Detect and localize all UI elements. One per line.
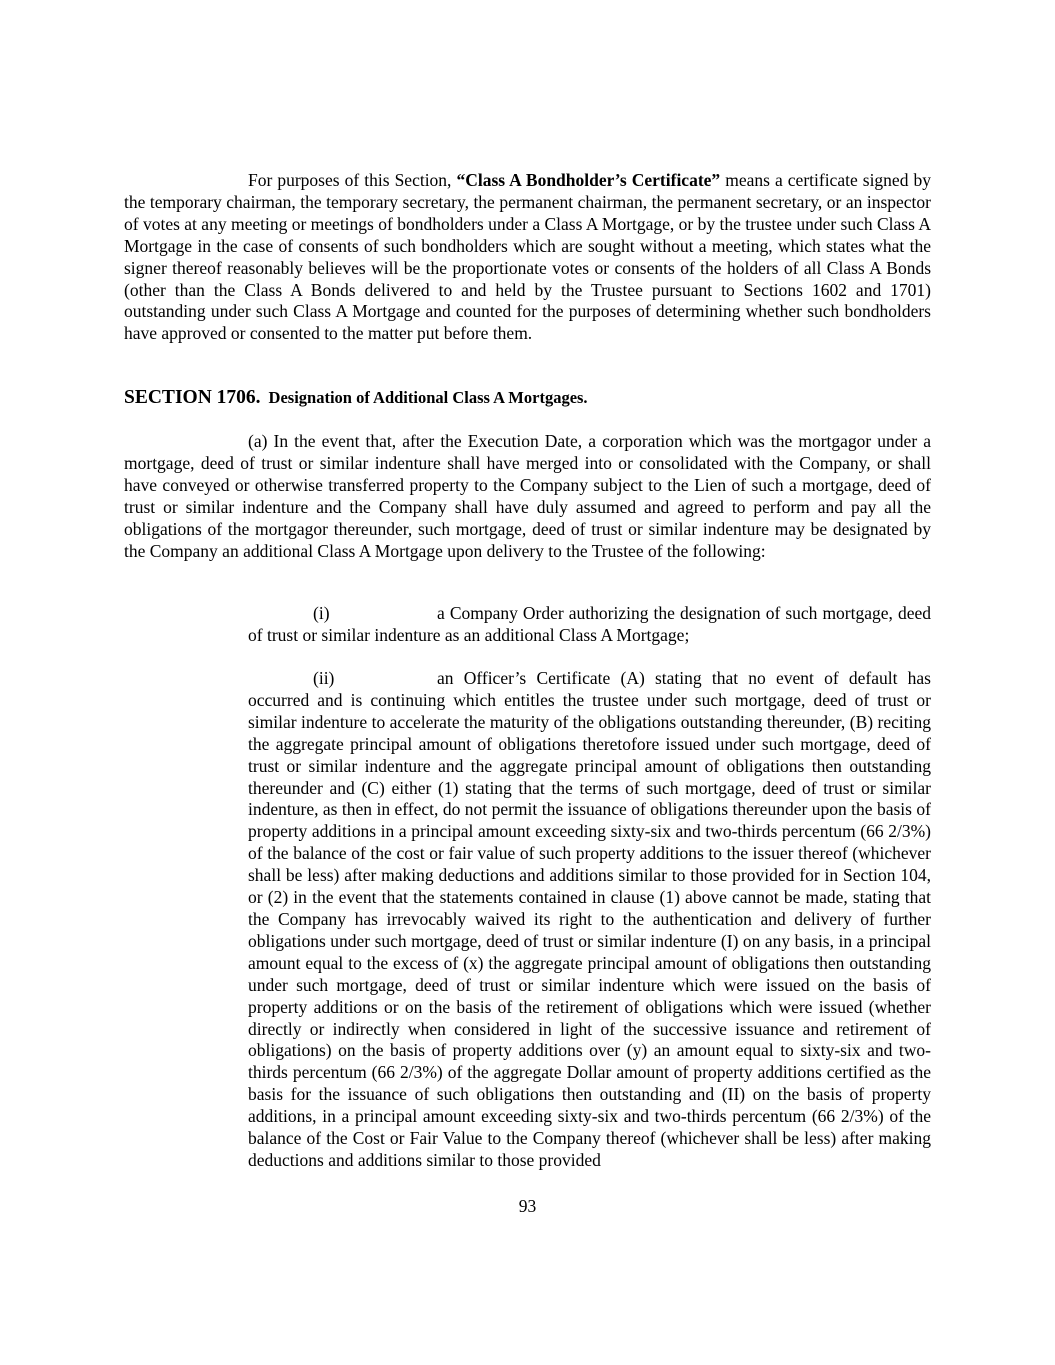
section-number: SECTION 1706. [124,387,261,408]
clause-label: (i) [313,603,330,623]
clause-i [248,603,931,647]
definition-paragraph [124,170,931,345]
definition-intro: For purposes of this Section, [248,170,457,190]
clause-text: a Company Order authorizing the designation of such mortgage, deed of trust or similar indenture as an additional Class A Mortgage; [248,603,931,645]
definition-body: means a certificate signed by the temporary chairman, the temporary secretary, the permanent chairman, the permanent secretary, or an inspector of votes at any meeting or meetings of bondholders under a Class A Mortgage, or by the trustee under such Class A Mortgage in the case of consents of such bondholders which are sought without a meeting, which states what the signer thereof reasonably believes will be the proportionate votes or consents of the holders of all Class A Bonds (other than the Class A Bonds delivered to and held by the Trustee pursuant to Sections 1602 and 1701) outstanding under such Class A Mortgage and counted for the purposes of determining whether such bondholders have approved or consented to the matter put before them. [124,170,931,344]
clause-text: an Officer’s Certificate (A) stating that no event of default has occurred and is continuing which entitles the trustee under such mortgage, deed of trust or similar indenture to accelerate the maturity of the obligations outstanding thereunder, (B) reciting the aggregate principal amount of obligations theretofore issued under such mortgage, deed of trust or similar indenture and the aggregate principal amount of obligations then outstanding thereunder and (C) either (1) stating that the terms of such mortgage, deed of trust or similar indenture, as then in effect, do not permit the issuance of obligations thereunder upon the basis of property additions in a principal amount exceeding sixty-six and two-thirds percentum (66 2/3%) of the balance of the cost or fair value of such property additions to the issuer thereof (whichever shall be less) after making deductions and additions similar to those provided for in Section 104, or (2) in the event that the statements contained in clause (1) above cannot be made, stating that the Company has irrevocably waived its right to the authentication and delivery of further obligations under such mortgage, deed of trust or similar indenture (I) on any basis, in a principal amount equal to the excess of (x) the aggregate principal amount of obligations then outstanding under such mortgage, deed of trust or similar indenture which were issued on the basis of property additions or on the basis of the retirement of obligations which were issued (whether directly or indirectly when considered in light of the successive issuance and retirement of obligations) on the basis of property additions over (y) an amount equal to sixty-six and two-thirds percentum (66 2/3%) of the aggregate Dollar amount of property additions certified as the basis for the issuance of such obligations then outstanding and (II) on the basis of property additions, in a principal amount exceeding sixty-six and two-thirds percentum (66 2/3%) of the balance of the Cost or Fair Value to the Company thereof (whichever shall be less) after making deductions and additions similar to those provided [248,668,931,1170]
clause-label: (ii) [313,668,335,688]
section-title: Designation of Additional Class A Mortgages. [268,388,588,407]
section-heading [124,387,931,409]
clause-ii [248,668,931,1172]
paragraph-a: (a) In the event that, after the Execution Date, a corporation which was the mortgagor under a mortgage, deed of trust or similar indenture shall have merged into or consolidated with the Company, or shall have conveyed or otherwise transferred property to the Company subject to the Lien of such a mortgage, deed of trust or similar indenture and the Company shall have duly assumed and agreed to perform and pay all the obligations of the mortgagor thereunder, such mortgage, deed of trust or similar indenture may be designated by the Company an additional Class A Mortgage upon delivery to the Trustee of the following: [124,431,931,561]
defined-term: “Class A Bondholder’s Certificate” [456,170,721,190]
page-number: 93 [518,1196,537,1216]
